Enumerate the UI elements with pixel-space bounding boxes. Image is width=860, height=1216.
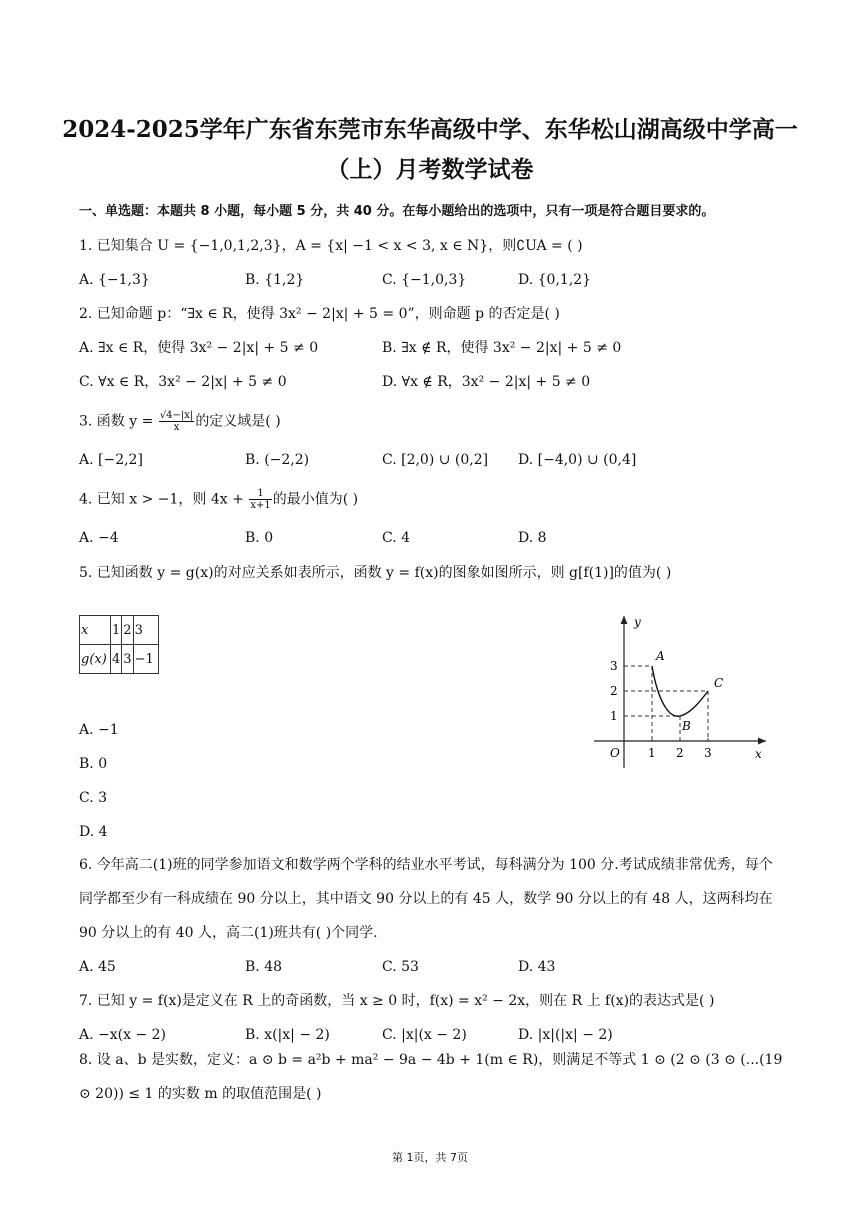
- q2-option-b: B. ∃x ∉ R，使得 3x² − 2|x| + 5 ≠ 0: [382, 340, 622, 356]
- q4-suffix: 的最小值为( ): [272, 491, 359, 508]
- q3-fraction: [159, 410, 195, 433]
- q4-prefix: 4. 已知 x > −1，则 4x +: [79, 491, 249, 508]
- page-footer: 第 1页，共 7页: [392, 1151, 468, 1164]
- q4-fraction-denominator: x+1: [250, 500, 271, 511]
- q7-option-b: B. x(|x| − 2): [245, 1027, 330, 1043]
- q1-option-b: B. {1,2}: [245, 272, 305, 288]
- table-cell: 3: [133, 616, 158, 645]
- x-axis-label: x: [755, 747, 762, 761]
- q4-option-c: C. 4: [382, 530, 411, 546]
- q3-option-d: D. [−4,0) ∪ (0,4]: [518, 452, 637, 468]
- q6-option-a: A. 45: [79, 959, 116, 975]
- table-row: [80, 645, 159, 674]
- table-row: [80, 616, 159, 645]
- q7-option-d: D. |x|(|x| − 2): [518, 1027, 613, 1043]
- q2-option-d: D. ∀x ∉ R，3x² − 2|x| + 5 ≠ 0: [382, 374, 591, 390]
- y-tick-label: 2: [610, 684, 618, 698]
- question-5-stem: 5. 已知函数 y = g(x)的对应关系如表所示，函数 y = f(x)的图象如图所示，则 g[f(1)]的值为( ): [79, 565, 672, 581]
- question-7-stem: 7. 已知 y = f(x)是定义在 R 上的奇函数，当 x ≥ 0 时，f(x) = x² − 2x，则在 R 上 f(x)的表达式是( ): [79, 993, 715, 1009]
- q5-option-c: C. 3: [79, 790, 108, 806]
- q2-option-a: A. ∃x ∈ R，使得 3x² − 2|x| + 5 ≠ 0: [79, 340, 319, 356]
- q4-option-a: A. −4: [79, 530, 119, 546]
- q5-option-d: D. 4: [79, 824, 108, 840]
- table-cell: 1: [111, 616, 122, 645]
- question-8-stem: 8. 设 a、b 是实数，定义：a ⊙ b = a²b + ma² − 9a − 4b + 1(m ∈ R)，则满足不等式 1 ⊙ (2 ⊙ (3 ⊙ (...(19 ⊙ 20)) ≤ 1 的实数 m 的取值范围是( ): [79, 1052, 783, 1102]
- table-cell: 3: [122, 645, 133, 674]
- section-heading: 一、单选题：本题共 8 小题，每小题 5 分，共 40 分。在每小题给出的选项中，只有一项是符合题目要求的。: [79, 204, 715, 219]
- question-3-stem: [79, 410, 281, 433]
- f-function-graph: [590, 608, 780, 773]
- table-cell: g(x): [80, 645, 111, 674]
- q5-option-a: A. −1: [79, 722, 119, 738]
- table-cell: −1: [133, 645, 158, 674]
- x-tick-label: 2: [676, 746, 684, 760]
- question-6-stem: 6. 今年高二(1)班的同学参加语文和数学两个学科的结业水平考试，每科满分为 100 分.考试成绩非常优秀，每个同学都至少有一科成绩在 90 分以上，其中语文 90 分以上的有 45 人，数学 90 分以上的有 48 人，这两科均在 90 分以上的有 40 人，高二(1)班共有( )个同学.: [79, 857, 773, 941]
- question-1-stem: 1. 已知集合 U = {−1,0,1,2,3}，A = {x| −1 < x < 3, x ∈ N}，则∁UA = ( ): [79, 238, 583, 254]
- q5-option-b: B. 0: [79, 756, 108, 772]
- q4-fraction: [249, 488, 271, 511]
- table-cell: 4: [111, 645, 122, 674]
- exam-title-line2: （上）月考数学试卷: [326, 156, 534, 183]
- y-tick-label: 1: [610, 709, 618, 723]
- q3-fraction-denominator: x: [173, 422, 180, 433]
- point-label: A: [656, 649, 665, 663]
- table-cell: x: [80, 616, 111, 645]
- q1-option-a: A. {−1,3}: [79, 272, 150, 288]
- point-label: B: [682, 719, 691, 733]
- origin-label: O: [610, 746, 620, 760]
- q3-prefix: 3. 函数 y =: [79, 413, 158, 430]
- q6-option-c: C. 53: [382, 959, 419, 975]
- q7-option-a: A. −x(x − 2): [79, 1027, 166, 1043]
- y-axis-label: y: [634, 615, 641, 629]
- x-tick-label: 3: [704, 746, 712, 760]
- exam-title-line1: 2024-2025学年广东省东莞市东华高级中学、东华松山湖高级中学高一: [62, 116, 798, 143]
- q4-option-b: B. 0: [245, 530, 274, 546]
- graph-marks: [610, 649, 723, 760]
- q3-option-a: A. [−2,2]: [79, 452, 143, 468]
- q1-option-d: D. {0,1,2}: [518, 272, 592, 288]
- q4-option-d: D. 8: [518, 530, 547, 546]
- y-tick-label: 3: [610, 659, 618, 673]
- x-axis-arrow-icon: [758, 738, 766, 745]
- q2-option-c: C. ∀x ∈ R，3x² − 2|x| + 5 ≠ 0: [79, 374, 287, 390]
- q3-option-c: C. [2,0) ∪ (0,2]: [382, 452, 489, 468]
- y-axis-arrow-icon: [621, 616, 628, 624]
- q3-fraction-numerator: √4−|x|: [159, 410, 194, 421]
- table-cell: 2: [122, 616, 133, 645]
- point-label: C: [714, 676, 724, 690]
- question-4-stem: [79, 488, 358, 511]
- g-function-table: [79, 615, 159, 674]
- x-tick-label: 1: [648, 746, 656, 760]
- question-2-stem: 2. 已知命题 p：“∃x ∈ R，使得 3x² − 2|x| + 5 = 0”，则命题 p 的否定是( ): [79, 306, 560, 322]
- q4-fraction-numerator: 1: [249, 488, 271, 500]
- q6-option-d: D. 43: [518, 959, 556, 975]
- q7-option-c: C. |x|(x − 2): [382, 1027, 467, 1043]
- q1-option-c: C. {−1,0,3}: [382, 272, 467, 288]
- q3-option-b: B. (−2,2): [245, 452, 310, 468]
- q6-option-b: B. 48: [245, 959, 283, 975]
- q3-suffix: 的定义域是( ): [195, 413, 281, 430]
